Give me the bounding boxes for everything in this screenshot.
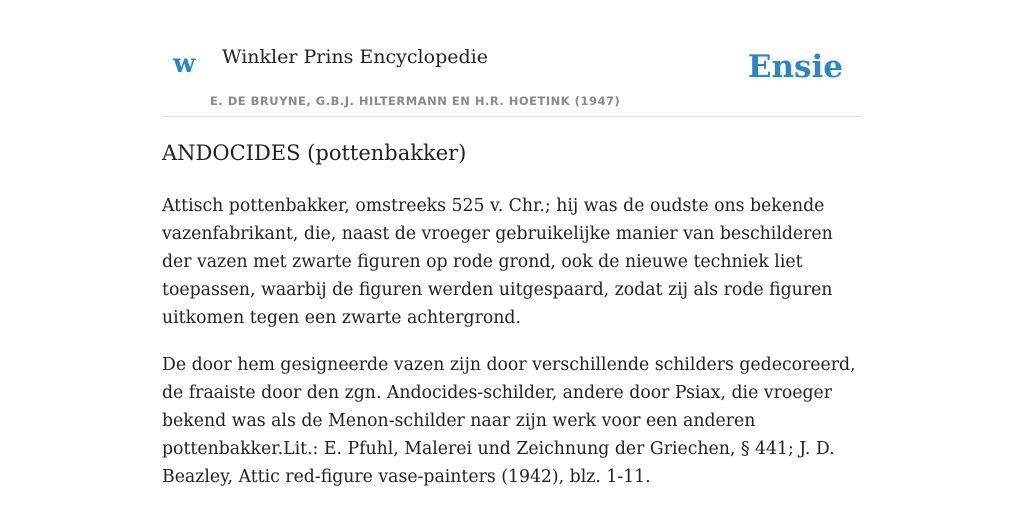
encyclopedia-title[interactable]: Winkler Prins Encyclopedie xyxy=(222,46,488,68)
site-header xyxy=(162,0,862,117)
entry-paragraph: Attisch pottenbakker, omstreeks 525 v. Chr.; hij was de oudste ons bekende vazenfabrikant, die, naast de vroeger gebruikelijke manier van beschilderen der vazen met zwarte figuren op rode grond, ook de nieuwe techniek liet toepassen, waarbij de figuren werden uitgespaard, zodat zij als rode figuren uitkomen tegen een zwarte achtergrond. xyxy=(162,196,833,328)
entry-content xyxy=(162,192,862,510)
winkler-prins-logo-icon[interactable]: w xyxy=(173,49,196,79)
encyclopedia-authors: E. DE BRUYNE, G.B.J. HILTERMANN EN H.R. HOETINK (1947) xyxy=(210,94,621,108)
ensie-logo[interactable]: Ensie xyxy=(747,49,843,85)
page xyxy=(162,0,862,512)
entry-paragraph: De door hem gesigneerde vazen zijn door verschillende schilders gedecoreerd, de fraaiste door den zgn. Andocides-schilder, andere door Psiax, die vroeger bekend was als de Menon-schilder naar zijn werk voor een anderen pottenbakker.Lit.: E. Pfuhl, Malerei und Zeichnung der Griechen, § 441; J. D. Beazley, Attic red-figure vase-painters (1942), blz. 1-11. xyxy=(162,355,856,487)
entry-title: ANDOCIDES (pottenbakker) xyxy=(162,141,467,165)
